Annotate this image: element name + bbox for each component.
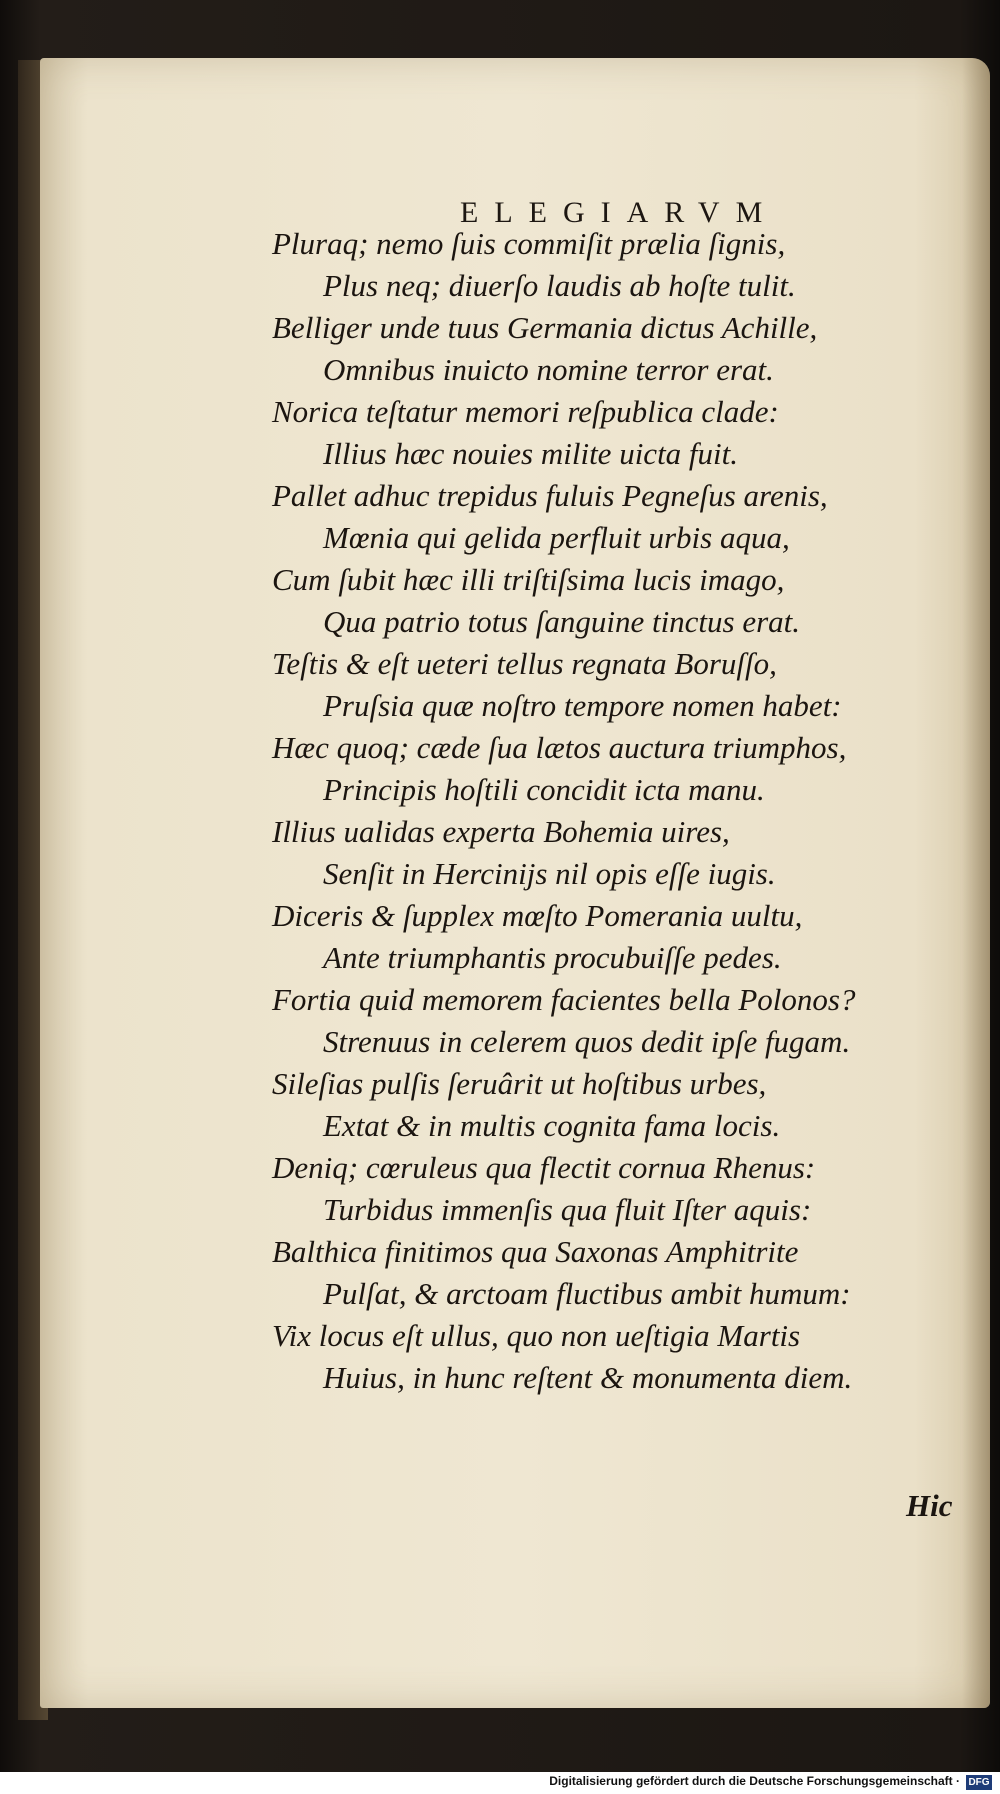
verse-line: Balthica finitimos qua Saxonas Amphitrite	[272, 1234, 799, 1269]
verse-line: Hæc quoq; cæde ſua lætos auctura triumphos,	[272, 730, 847, 765]
verse-line: Senſit in Hercinijs nil opis eſſe iugis.	[323, 856, 776, 891]
verse-line: Extat & in multis cognita fama locis.	[323, 1108, 781, 1143]
verse-line: Turbidus immenſis qua fluit Iſter aquis:	[323, 1192, 812, 1227]
verse-line: Vix locus eſt ullus, quo non ueſtigia Martis	[272, 1318, 801, 1353]
verse-line: Norica teſtatur memori reſpublica clade:	[272, 394, 779, 429]
digitization-footer	[0, 1772, 1000, 1794]
verse-line: Strenuus in celerem quos dedit ipſe fugam.	[323, 1024, 851, 1059]
verse-line: Qua patrio totus ſanguine tinctus erat.	[323, 604, 801, 639]
verse-line: Sileſias pulſis ſeruârit ut hoſtibus urbes,	[272, 1066, 767, 1101]
verse-line: Deniq; cœruleus qua flectit cornua Rhenus:	[272, 1150, 816, 1185]
page-edge	[962, 58, 990, 1708]
verse-line: Ante triumphantis procubuiſſe pedes.	[323, 940, 782, 975]
verse-line: Principis hoſtili concidit icta manu.	[323, 772, 765, 807]
verse-line: Cum ſubit hæc illi triſtiſsima lucis imago,	[272, 562, 785, 597]
catchword: Hic	[906, 1488, 953, 1523]
book-page	[40, 58, 990, 1708]
verse-line: Illius hæc nouies milite uicta fuit.	[323, 436, 739, 471]
verse-line: Teſtis & eſt ueteri tellus regnata Boruſſo,	[272, 646, 777, 681]
verse-line: Mœnia qui gelida perfluit urbis aqua,	[323, 520, 790, 555]
verse-line: Pluraq; nemo ſuis commiſit prælia ſignis,	[272, 226, 786, 261]
verse-line: Plus neq; diuerſo laudis ab hoſte tulit.	[323, 268, 796, 303]
verse-line: Belliger unde tuus Germania dictus Achille,	[272, 310, 818, 345]
verse-line: Huius, in hunc reſtent & monumenta diem.	[323, 1360, 853, 1395]
running-head: ELEGIARVM	[460, 196, 779, 229]
verse-line: Pruſsia quæ noſtro tempore nomen habet:	[323, 688, 842, 723]
funding-credit: Digitalisierung gefördert durch die Deutsche Forschungsgemeinschaft ·	[549, 1774, 960, 1788]
dfg-logo-icon: DFG	[966, 1775, 992, 1790]
verse-line: Diceris & ſupplex mœſto Pomerania uultu,	[272, 898, 803, 933]
verse-line: Pallet adhuc trepidus fuluis Pegneſus arenis,	[272, 478, 828, 513]
verse-line: Pulſat, & arctoam fluctibus ambit humum:	[323, 1276, 851, 1311]
verse-line: Illius ualidas experta Bohemia uires,	[272, 814, 730, 849]
verse-line: Fortia quid memorem facientes bella Polonos?	[272, 982, 856, 1017]
verse-line: Omnibus inuicto nomine terror erat.	[323, 352, 774, 387]
